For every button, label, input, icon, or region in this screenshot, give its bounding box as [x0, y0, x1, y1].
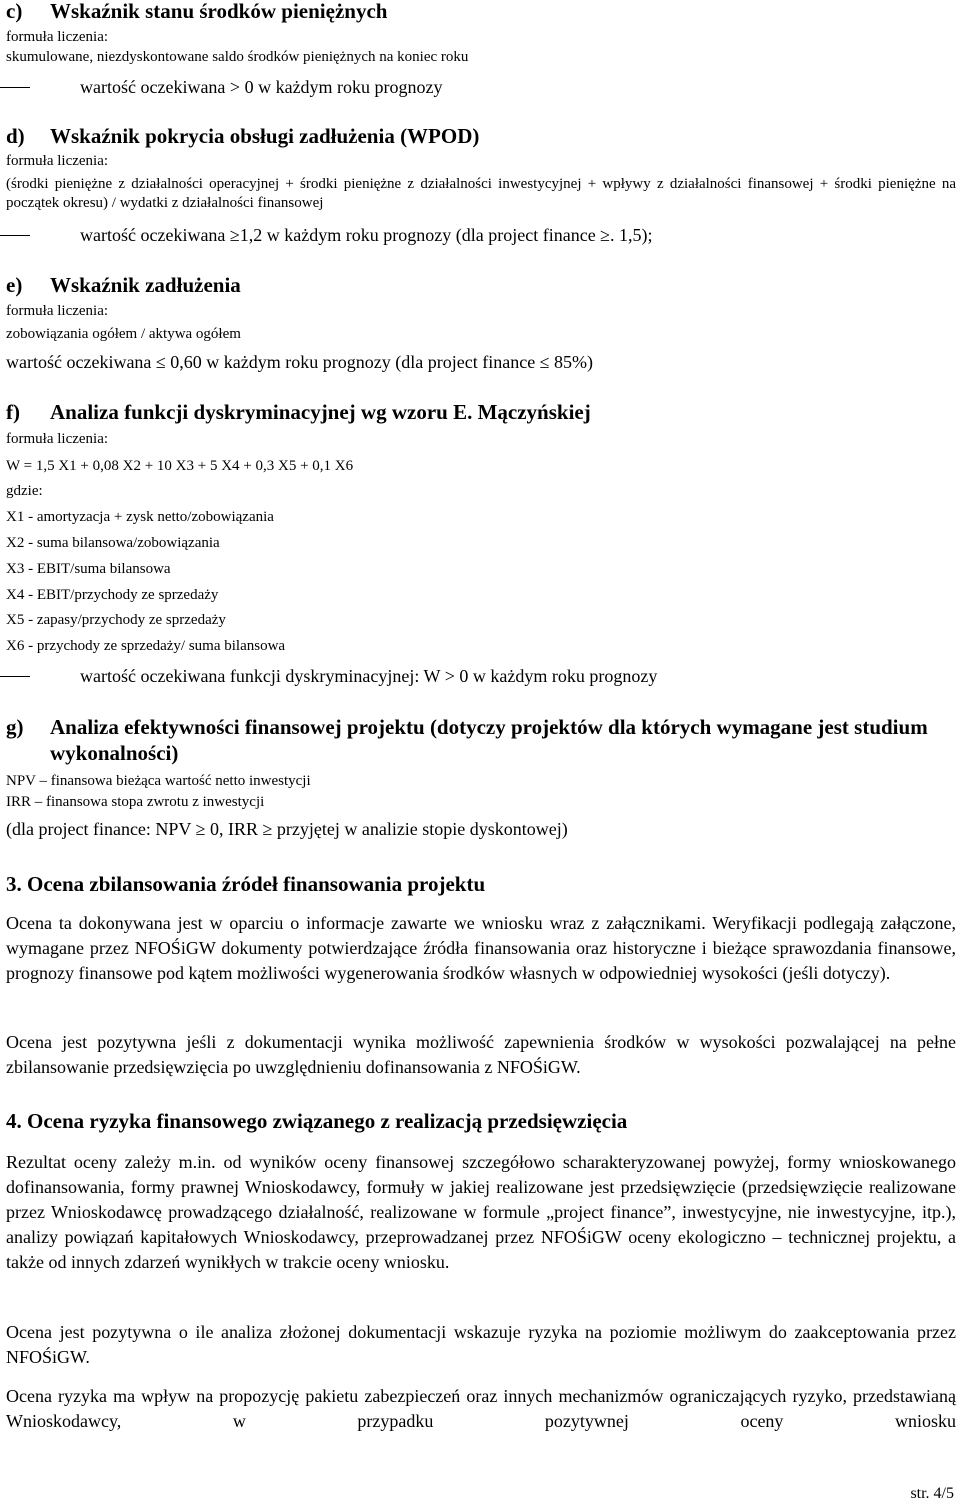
- section-f-var: X3 - EBIT/suma bilansowa: [6, 561, 171, 577]
- section-c-heading: c) Wskaźnik stanu środków pieniężnych: [6, 0, 388, 23]
- section-f-var: X6 - przychody ze sprzedaży/ suma bilansowa: [6, 638, 286, 654]
- section-f-formula: W = 1,5 X1 + 0,08 X2 + 10 X3 + 5 X4 + 0,3 X5 + 0,1 X6: [6, 458, 354, 474]
- section-d-formula: (środki pieniężne z działalności operacyjnej + środki pieniężne z działalności inwestycyjnej + wpływy z działalności finansowej + środki pieniężne na początek okresu) / wydatki z działalności finansowej: [6, 176, 956, 211]
- section-f-var: X4 - EBIT/przychody ze sprzedaży: [6, 587, 219, 603]
- section-f-var: X2 - suma bilansowa/zobowiązania: [6, 535, 220, 551]
- section-g-heading: g) Analiza efektywności finansowej projektu (dotyczy projektów dla których wymagane jest studium wykonalności): [6, 715, 928, 765]
- section-e-formula-label: formuła liczenia:: [6, 303, 109, 319]
- section-4-paragraph-1: Rezultat oceny zależy m.in. od wyników oceny finansowej szczegółowo scharakteryzowanej powyżej, formy wnioskowanego dofinansowania, formy prawnej Wnioskodawcy, formuły w jakiej realizowane jest przedsięwzięcie (przedsięwzięcie realizowane przez Wnioskodawcę prowadzącego działalność, realizowane w formule „project finance”, inwestycyjne, nie inwestycyjne, itp.), analizy powiązań kapitałowych Wnioskodawcy, przeprowadzanej przez NFOŚiGW oceny ekologiczno – technicznej projektu, a także od innych zdarzeń wynikłych w trakcie oceny wniosku.: [6, 1152, 956, 1272]
- page-number: str. 4/5: [910, 1485, 954, 1502]
- section-f-var: X1 - amortyzacja + zysk netto/zobowiązania: [6, 509, 274, 525]
- section-d-formula-label: formuła liczenia:: [6, 153, 109, 169]
- section-f-expected: wartość oczekiwana funkcji dyskryminacyjnej: W > 0 w każdym roku prognozy: [28, 665, 657, 687]
- section-e-formula: zobowiązania ogółem / aktywa ogółem: [6, 326, 241, 342]
- section-d-heading: d) Wskaźnik pokrycia obsługi zadłużenia (WPOD): [6, 124, 480, 148]
- section-4-heading: 4. Ocena ryzyka finansowego związanego z realizacją przedsięwzięcia: [6, 1109, 628, 1133]
- section-e-heading: e) Wskaźnik zadłużenia: [6, 273, 241, 297]
- section-e-expected: wartość oczekiwana ≤ 0,60 w każdym roku prognozy (dla project finance ≤ 85%): [6, 352, 594, 372]
- section-f-heading: f) Analiza funkcji dyskryminacyjnej wg wzoru E. Mączyńskiej: [6, 400, 591, 424]
- section-d-expected: wartość oczekiwana ≥1,2 w każdym roku prognozy (dla project finance ≥. 1,5);: [28, 224, 653, 246]
- section-g-irr: IRR – finansowa stopa zwrotu z inwestycji: [6, 794, 265, 810]
- section-3-paragraph-2: Ocena jest pozytywna jeśli z dokumentacji wynika możliwość zapewnienia środków w wysokości pozwalającej na pełne zbilansowanie przedsięwzięcia po uwzględnieniu dofinansowania z NFOŚiGW.: [6, 1032, 956, 1077]
- section-f-var: X5 - zapasy/przychody ze sprzedaży: [6, 612, 226, 628]
- section-f-where: gdzie:: [6, 483, 43, 499]
- section-3-paragraph-1: Ocena ta dokonywana jest w oparciu o informacje zawarte we wniosku wraz z załącznikami. Weryfikacji podlegają załączone, wymagane przez NFOŚiGW dokumenty potwierdzające źródła finansowania oraz historyczne i bieżące sprawozdania finansowe, prognozy finansowe pod kątem możliwości wygenerowania środków własnych w odpowiedniej wysokości (jeśli dotyczy).: [6, 913, 956, 983]
- section-f-formula-label: formuła liczenia:: [6, 431, 109, 447]
- section-3-heading: 3. Ocena zbilansowania źródeł finansowania projektu: [6, 872, 486, 896]
- section-c-formula: skumulowane, niezdyskontowane saldo środków pieniężnych na koniec roku: [6, 49, 469, 65]
- section-g-expected: (dla project finance: NPV ≥ 0, IRR ≥ przyjętej w analizie stopie dyskontowej): [6, 819, 568, 839]
- section-c-formula-label: formuła liczenia:: [6, 29, 109, 45]
- section-c-expected: wartość oczekiwana > 0 w każdym roku prognozy: [28, 76, 443, 98]
- section-4-paragraph-3: Ocena ryzyka ma wpływ na propozycję pakietu zabezpieczeń oraz innych mechanizmów ograniczających ryzyko, przedstawianą Wnioskodawcy, w przypadku pozytywnej oceny wniosku: [6, 1386, 956, 1431]
- section-4-paragraph-2: Ocena jest pozytywna o ile analiza złożonej dokumentacji wskazuje ryzyka na poziomie możliwym do zaakceptowania przez NFOŚiGW.: [6, 1322, 956, 1367]
- section-g-npv: NPV – finansowa bieżąca wartość netto inwestycji: [6, 773, 311, 789]
